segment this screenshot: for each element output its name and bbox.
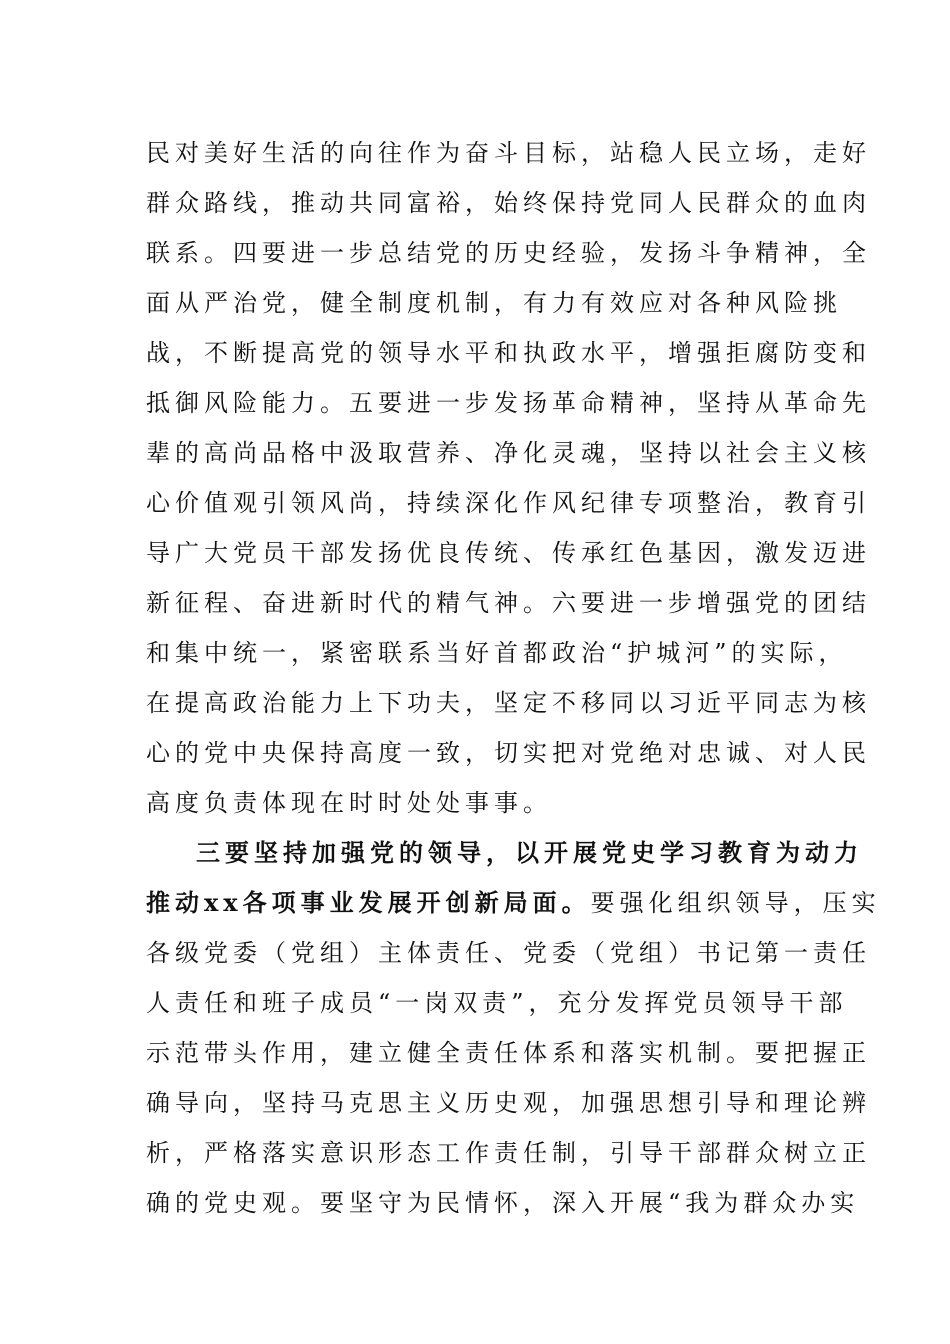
paragraph-2-line: 人责任和班子成员“一岗双责”，充分发挥党员领导干部 <box>146 989 848 1017</box>
paragraph-1-line: 战，不断提高党的领导水平和执政水平，增强拒腐防变和 <box>146 339 871 367</box>
paragraph-1-line: 和集中统一，紧密联系当好首都政治“护城河”的实际， <box>146 639 848 667</box>
paragraph-2-line: 确的党史观。要坚守为民情怀，深入开展“我为群众办实 <box>146 1189 860 1217</box>
paragraph-1-line: 心价值观引领风尚，持续深化作风纪律专项整治，教育引 <box>146 489 871 517</box>
paragraph-1-line: 高度负责体现在时时处处事事。 <box>146 789 552 817</box>
paragraph-2-heading-end: 推动xx各项事业发展开创新局面。 <box>146 888 591 917</box>
paragraph-1-line: 面从严治党，健全制度机制，有力有效应对各种风险挑 <box>146 289 842 317</box>
paragraph-1-line: 心的党中央保持高度一致，切实把对党绝对忠诚、对人民 <box>146 739 871 767</box>
paragraph-2-mixed-line <box>146 879 881 927</box>
paragraph-2-line: 示范带头作用，建立健全责任体系和落实机制。要把握正 <box>146 1039 871 1067</box>
paragraph-1-line: 民对美好生活的向往作为奋斗目标，站稳人民立场，走好 <box>146 139 871 167</box>
paragraph-1-line: 辈的高尚品格中汲取营养、净化灵魂，坚持以社会主义核 <box>146 439 871 467</box>
paragraph-2-body-start: 要强化组织领导，压实 <box>590 889 881 917</box>
paragraph-2-line: 确导向，坚持马克思主义历史观，加强思想引导和理论辨 <box>146 1089 871 1117</box>
paragraph-1-line: 群众路线，推动共同富裕，始终保持党同人民群众的血肉 <box>146 189 871 217</box>
paragraph-2-line: 析，严格落实意识形态工作责任制，引导干部群众树立正 <box>146 1139 871 1167</box>
paragraph-1-line: 新征程、奋进新时代的精气神。六要进一步增强党的团结 <box>146 589 871 617</box>
paragraph-1-line: 导广大党员干部发扬优良传统、传承红色基因，激发迈进 <box>146 539 871 567</box>
paragraph-1-line: 联系。四要进一步总结党的历史经验，发扬斗争精神，全 <box>146 239 871 267</box>
paragraph-2-heading-line: 三要坚持加强党的领导，以开展党史学习教育为动力 <box>196 838 863 867</box>
paragraph-1-line: 在提高政治能力上下功夫，坚定不移同以习近平同志为核 <box>146 689 871 717</box>
paragraph-2-line: 各级党委（党组）主体责任、党委（党组）书记第一责任 <box>146 939 871 967</box>
paragraph-1-line: 抵御风险能力。五要进一步发扬革命精神，坚持从革命先 <box>146 389 871 417</box>
